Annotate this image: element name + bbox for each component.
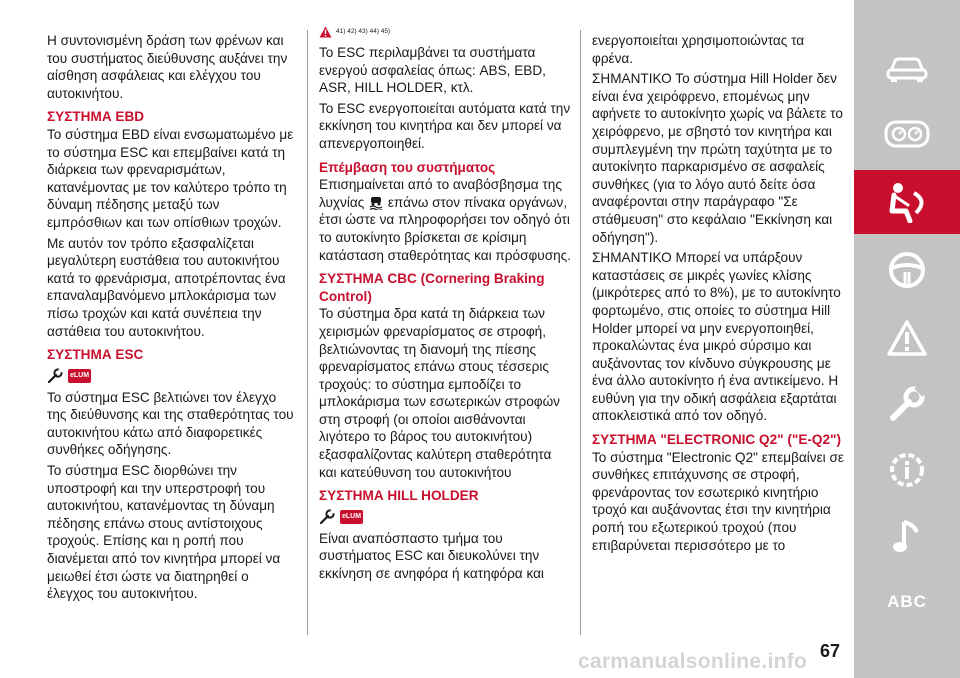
sidebar-item-emergency[interactable] (854, 308, 960, 368)
car-icon (885, 53, 929, 83)
column-right (592, 32, 844, 557)
important-note-2: ΣΗΜΑΝΤΙΚΟ Μπορεί να υπάρξουν καταστάσεις σε μικρές γωνίες κλίσης (μικρότερες από το 8%), με το αυτοκίνητο φορτωμένο, στις οποίες το σύστημα Hill Holder μπορεί να μην ενεργοποιηθεί, προκαλώντας ένα μικρό σύρσιμο και αυξάνοντας τον κίνδυνο σύγκρουσης με ένα άλλο αυτοκίνητο ή ένα αντικείμενο. Η ευθύνη για την οδική ασφάλεια εξαρτάται αποκλειστικά από τον οδηγό. (592, 250, 841, 424)
ebd-paragraph-2: Με αυτόν τον τρόπο εξασφαλίζεται μεγαλύτερη ευστάθεια του αυτοκινήτου κατά το φρενάρισμα, αποτρέποντας ένα επαναλαμβανόμενο μπλοκάρισμα των πίσω τροχών και κατά συνέπεια την αστάθεια του αυτοκινήτου. (47, 235, 286, 339)
elum-badge: eLUM (68, 369, 91, 383)
intervention-text-a: Επισημαίνεται από το αναβόσβησμα της λυχνίας (319, 177, 562, 210)
intervention-text-b: επάνω στον πίνακα οργάνων, έτσι ώστε να πληροφορήσει τον οδηγό ότι το αυτοκίνητο βρίσκεται σε κρίσιμη κατάσταση σταθερότητας και πρόσφυσης. (319, 194, 571, 263)
warning-triangle-icon (319, 26, 332, 38)
sidebar-item-index[interactable] (854, 572, 960, 632)
esc-paragraph-2: Το σύστημα ESC διορθώνει την υποστροφή και την υπερστροφή του αυτοκινήτου, κατανέμοντας τη δύναμη πέδησης επάνω στους αντίστοιχους τροχούς. Επίσης και η ροπή που διανέμεται από τον κινητήρα μπορεί να μειωθεί έτσι ώστε να διατηρηθεί ο έλεγχος του αυτοκινήτου. (47, 463, 281, 602)
eq2-paragraph: Το σύστημα "Electronic Q2" επεμβαίνει σε συνθήκες επιτάχυνσης σε στροφή, φρενάροντας τον εσωτερικό κινητήριο τροχό και αυξάνοντας έτσι την κινητήρια ροπή του εξωτερικού τροχού (που επιβαρύνεται περισσότερο με το (592, 449, 844, 553)
esc-activation-paragraph: Το ESC ενεργοποιείται αυτόματα κατά την εκκίνηση του κινητήρα και δεν μπορεί να απενεργοποιηθεί. (319, 100, 571, 151)
elum-badge: eLUM (340, 510, 363, 524)
column-middle (319, 28, 571, 586)
sidebar-item-technical-data[interactable] (854, 440, 960, 500)
index-abc-label: ABC (887, 592, 927, 611)
column-divider-1 (307, 30, 308, 635)
hill-holder-feature-icons (319, 506, 571, 528)
esc-includes-paragraph: Το ESC περιλαμβάνει τα συστήματα ενεργού ασφαλείας όπως: ABS, EBD, ASR, HILL HOLDER, κτλ. (319, 45, 546, 96)
dashboard-gauges-icon (884, 120, 930, 148)
warning-references (319, 24, 571, 40)
music-note-icon (891, 516, 923, 556)
wrench-leaf-icon (319, 509, 337, 525)
cbc-paragraph: Το σύστημα δρα κατά τη διάρκεια των χειρισμών φρεναρίσματος σε στροφή, βελτιώνοντας τη διανομή της πίεσης φρεναρίσματος επάνω στους τέσσερις τροχούς: το σύστημα εμποδίζει το μπλοκάρισμα των εσωτερικών στροφών στη στροφή (οι οποίοι αισθάνονται λιγότερο το βάρος του αυτοκινήτου) εξασφαλίζοντας καλύτερη σταθερότητα και κατεύθυνση του αυτοκινήτου (319, 306, 560, 480)
sidebar-item-maintenance[interactable] (854, 374, 960, 434)
seated-person-safety-icon (884, 181, 930, 223)
hill-holder-continued: ενεργοποιείται χρησιμοποιώντας τα φρένα. (592, 33, 805, 66)
specs-gear-icon (887, 450, 927, 490)
wrench-leaf-icon (47, 368, 65, 384)
cbc-heading: ΣΥΣΤΗΜΑ CBC (Cornering Braking Control) (319, 271, 545, 304)
esc-warning-lamp-icon (368, 194, 384, 210)
hill-holder-paragraph: Είναι αναπόσπαστο τμήμα του συστήματος ESC και διευκολύνει την εκκίνηση σε ανηφόρα ή κατηφόρα και (319, 530, 544, 582)
intervention-heading: Επέμβαση του συστήματος (319, 159, 496, 175)
column-left (47, 32, 297, 606)
intro-paragraph: Η συντονισμένη δράση των φρένων και του συστήματος διεύθυνσης αυξάνει την αίσθηση ασφάλειας και ελέγχου του αυτοκινήτου. (47, 33, 288, 101)
hill-holder-heading: ΣΥΣΤΗΜΑ HILL HOLDER (319, 488, 479, 504)
sidebar-item-starting-driving[interactable] (854, 240, 960, 300)
column-divider-2 (580, 30, 581, 635)
sidebar-item-vehicle[interactable] (854, 38, 960, 98)
ebd-paragraph-1: Το σύστημα EBD είναι ενσωματωμένο με το σύστημα ESC και επεμβαίνει κατά τη διάρκεια των φρεναρισμάτων, κατανέμοντας με τον καλύτερο τρόπο τη δύναμη πέδησης μεταξύ των εμπρόσθιων και των οπίσθιων τροχών. (47, 126, 294, 230)
ebd-heading: ΣΥΣΤΗΜΑ EBD (47, 109, 145, 125)
warning-triangle-icon (886, 319, 928, 357)
steering-wheel-icon (887, 250, 927, 290)
chapter-sidebar (854, 0, 960, 678)
esc-paragraph-1: Το σύστημα ESC βελτιώνει τον έλεγχο της διεύθυνσης και της σταθερότητας του αυτοκινήτου κάτω από διαφορετικές συνθήκες οδήγησης. (47, 389, 294, 458)
wrench-icon (887, 384, 927, 424)
watermark: carmanualsonline.info (578, 650, 808, 673)
important-note-1: ΣΗΜΑΝΤΙΚΟ Το σύστημα Hill Holder δεν είναι ένα χειρόφρενο, επομένως μην αφήνετε το αυτοκίνητο χωρίς να βάλετε το χειρόφρενο, με σβηστό τον κινητήρα και συμπλεγμένη την πρώτη ταχύτητα με το αυτοκίνητο παρκαρισμένο σε ασφαλείς συνθήκες (για το λόγο αυτό δείτε όσα αναφέρονται στην παράγραφο "Σε στάθμευση" στο κεφάλαιο "Εκκίνηση και οδήγηση"). (592, 71, 843, 245)
eq2-heading: ΣΥΣΤΗΜΑ "ELECTRONIC Q2" ("E-Q2") (592, 432, 842, 448)
intervention-paragraph (319, 176, 571, 264)
page-number: 67 (819, 641, 840, 661)
esc-feature-icons (47, 365, 297, 387)
sidebar-item-multimedia[interactable] (854, 506, 960, 566)
sidebar-item-safety[interactable] (854, 170, 960, 234)
esc-heading: ΣΥΣΤΗΜΑ ESC (47, 347, 144, 363)
warning-reference-numbers: 41) 42) 43) 44) 45) (336, 28, 391, 36)
sidebar-item-dashboard[interactable] (854, 104, 960, 164)
